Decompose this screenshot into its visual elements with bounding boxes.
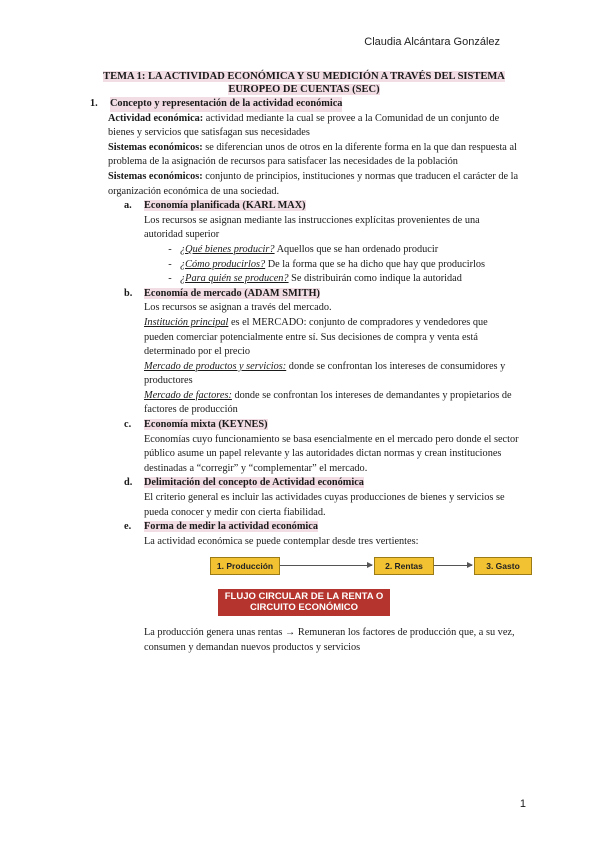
list-question: ¿Para quién se producen?	[180, 273, 289, 285]
subsection-title: Forma de medir la actividad económica	[144, 521, 318, 533]
flow-arrow-right-icon	[434, 565, 472, 566]
dash-bullet: -	[168, 273, 172, 285]
section-1-heading	[88, 97, 520, 112]
dash-bullet: -	[168, 243, 172, 255]
market-item	[144, 389, 520, 418]
list-item	[160, 243, 520, 258]
banner-line-2: CIRCUITO ECONÓMICO	[249, 601, 359, 613]
market-term: Institución principal	[144, 316, 229, 328]
subsection-title: Economía planificada (KARL MAX)	[144, 200, 306, 212]
definition-text: se diferencian unos de otros en la diferente forma en la que dan respuesta al problema de la asignación de recursos para satisfacer las necesidades de la población	[108, 141, 517, 168]
definition-term: Sistemas económicos:	[108, 170, 203, 182]
list-text: Se distribuirán como indique la autoridad	[288, 273, 462, 285]
subsection-e-conclusion: La producción genera unas rentas → Remuneran los factores de producción que, a su vez, consumen y demandan nuevos productos y servicios	[144, 627, 515, 653]
document-title	[88, 70, 520, 96]
page-number: 1	[519, 798, 526, 810]
flow-box-produccion: 1. Producción	[210, 557, 280, 575]
subsection-letter: c.	[124, 419, 132, 431]
subsection-e-intro: La actividad económica se puede contemplar desde tres vertientes:	[144, 535, 419, 547]
definition-text: actividad mediante la cual se provee a la Comunidad de un conjunto de bienes y servicios que satisfagan sus necesidades	[108, 112, 500, 139]
flow-box-rentas: 2. Rentas	[374, 557, 434, 575]
section-number: 1.	[90, 98, 98, 109]
list-text: Aquellos que se han ordenado producir	[274, 243, 439, 255]
market-term: Mercado de factores:	[144, 389, 232, 401]
list-question: ¿Qué bienes producir?	[180, 243, 275, 255]
flow-diagram	[144, 549, 520, 585]
market-text: donde se confrontan los intereses de consumidores y productores	[144, 360, 506, 387]
title-line-2: EUROPEO DE CUENTAS (SEC)	[228, 84, 380, 95]
definition-text: conjunto de principios, instituciones y normas que traducen el carácter de la organización económica de una sociedad.	[108, 170, 519, 197]
subsection-title: Economía de mercado (ADAM SMITH)	[144, 287, 320, 299]
flow-box-gasto: 3. Gasto	[474, 557, 532, 575]
section-title: Concepto y representación de la actividad económica	[110, 97, 342, 112]
subsection-b-heading	[124, 287, 520, 302]
subsection-title: Economía mixta (KEYNES)	[144, 419, 268, 431]
subsection-b-intro: Los recursos se asignan a través del mercado.	[144, 302, 332, 314]
subsection-a-heading	[124, 199, 520, 214]
subsection-c-text: Economías cuyo funcionamiento se basa esencialmente en el mercado pero donde el sector público asume un papel relevante y las autoridades dictan normas y crean instituciones destinadas a “corregir” y “complementar” el mercado.	[144, 433, 519, 474]
market-item	[144, 360, 520, 389]
definition-actividad	[108, 112, 520, 141]
flow-arrow-right-icon	[280, 565, 372, 566]
banner-line-1: FLUJO CIRCULAR DE LA RENTA O	[224, 591, 384, 603]
definition-term: Sistemas económicos:	[108, 141, 203, 153]
subsection-letter: b.	[124, 287, 133, 299]
title-line-1: TEMA 1: LA ACTIVIDAD ECONÓMICA Y SU MEDICIÓN A TRAVÉS DEL SISTEMA	[103, 71, 505, 82]
subsection-d-text: El criterio general es incluir las actividades cuyas producciones de bienes y servicios se pueda conocer y medir con cierta fiabilidad.	[144, 492, 505, 518]
banner-wrapper	[88, 589, 520, 616]
definition-sistemas-1	[108, 141, 520, 170]
subsection-title: Delimitación del concepto de Actividad económica	[144, 477, 364, 489]
subsection-e-heading	[124, 520, 520, 535]
author-name: Claudia Alcántara González	[364, 36, 500, 48]
market-item	[144, 316, 520, 360]
definition-sistemas-2	[108, 170, 520, 199]
definition-term: Actividad económica:	[108, 112, 204, 124]
subsection-c-heading	[124, 418, 520, 433]
subsection-a-intro: Los recursos se asignan mediante las instrucciones explícitas provenientes de una autoridad superior	[144, 214, 480, 241]
market-term: Mercado de productos y servicios:	[144, 360, 287, 372]
market-text: es el MERCADO: conjunto de compradores y vendedores que pueden comerciar potencialmente entre sí. Sus decisiones de compra y venta está determinado por el precio	[144, 316, 488, 358]
document-body	[88, 70, 520, 656]
subsection-letter: a.	[124, 200, 132, 212]
circular-flow-banner	[218, 589, 390, 616]
market-text: donde se confrontan los intereses de demandantes y propietarios de factores de producción	[144, 389, 512, 416]
list-question: ¿Cómo producirlos?	[180, 258, 266, 270]
subsection-d-heading	[124, 476, 520, 491]
dash-bullet: -	[168, 258, 172, 270]
subsection-letter: d.	[124, 477, 133, 489]
list-item	[160, 258, 520, 273]
subsection-letter: e.	[124, 521, 132, 533]
list-text: De la forma que se ha dicho que hay que producirlos	[265, 258, 486, 270]
list-item	[160, 272, 520, 287]
